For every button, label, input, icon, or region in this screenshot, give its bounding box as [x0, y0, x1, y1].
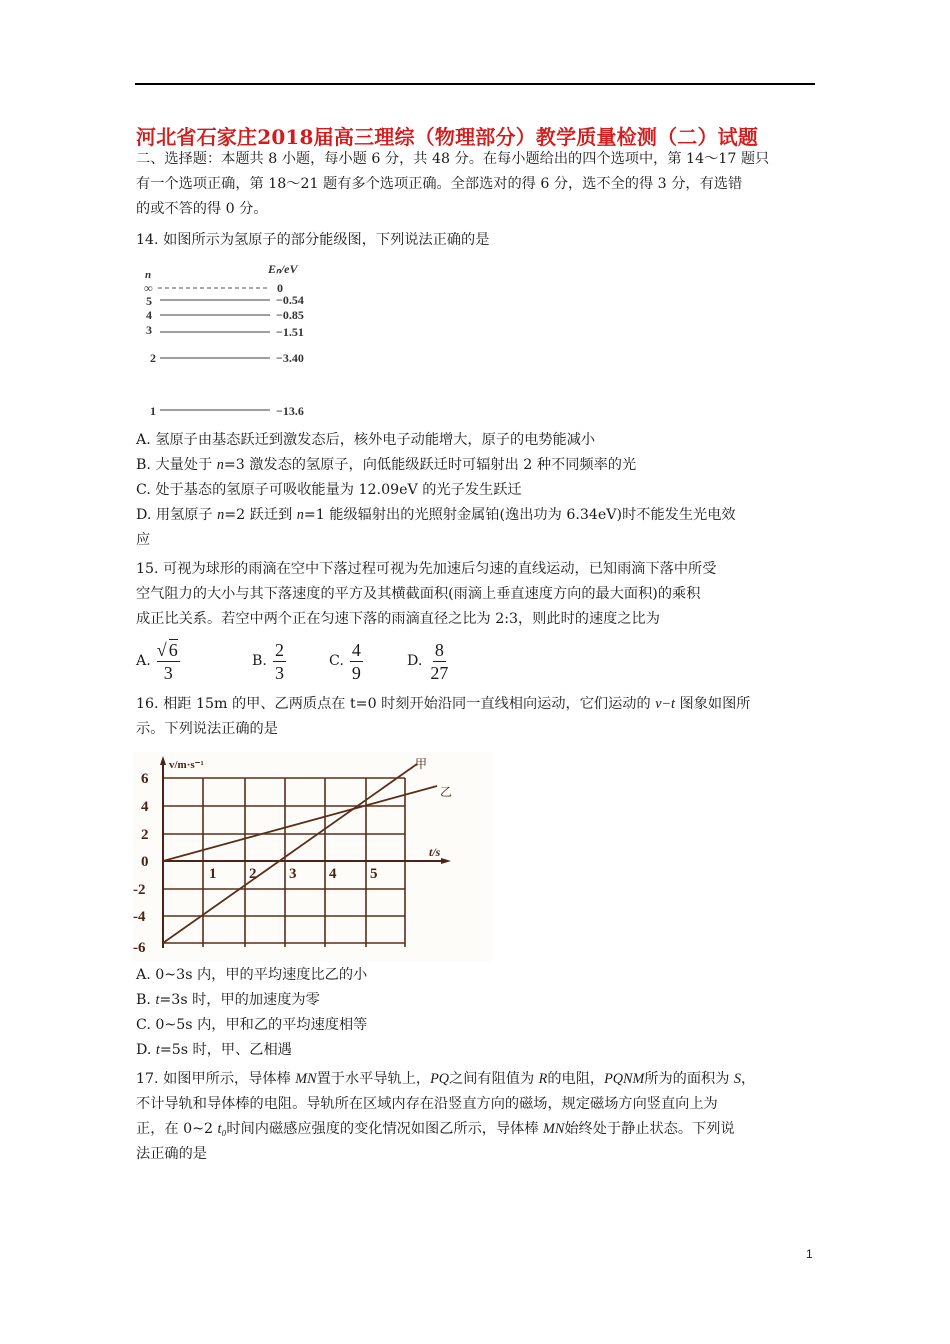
level-n-label: 5 — [146, 294, 152, 308]
q16-options — [136, 963, 821, 1063]
q15-options — [136, 636, 536, 690]
q17-stem — [136, 1067, 821, 1167]
x-axis-label: t/s — [429, 845, 441, 859]
x-tick: 1 — [209, 866, 217, 882]
level-n-label: 2 — [150, 351, 156, 365]
y-tick: -6 — [133, 940, 146, 956]
y-tick: 4 — [141, 799, 149, 815]
option-b: B. 大量处于 n=3 激发态的氢原子，向低能级跃迁时可辐射出 2 种不同频率的光 — [136, 457, 637, 473]
level-n-label: 1 — [150, 404, 156, 418]
option-d-continued: 应 — [136, 532, 151, 548]
section-instructions — [136, 147, 821, 222]
x-tick: 3 — [289, 866, 297, 882]
option-c: C. 0~5s 内，甲和乙的平均速度相等 — [136, 1017, 368, 1033]
fraction: $\frac{4}{9}$ — [351, 639, 361, 683]
n-axis-label: n — [145, 269, 152, 281]
option-d: D. 用氢原子 n=2 跃迁到 n=1 能级辐射出的光照射金属铂(逸出功为 6.34eV)时不能发生光电效 — [136, 507, 736, 523]
option-d: D. $\frac{8}{27}$ — [407, 639, 449, 683]
sqrt-symbol: √ 6 — [159, 640, 178, 660]
series-label-yi: 乙 — [440, 785, 453, 799]
velocity-time-graph — [133, 752, 493, 962]
question-text: 空气阻力的大小与其下落速度的平方及其横截面积(雨滴上垂直速度方向的最大面积)的乘积 — [136, 586, 701, 602]
level-n-label: ∞ — [144, 281, 153, 295]
option-c: C. 处于基态的氢原子可吸收能量为 12.09eV 的光子发生跃迁 — [136, 482, 522, 498]
header-rule — [135, 83, 815, 85]
question-text: 15. 可视为球形的雨滴在空中下落过程可视为先加速后匀速的直线运动，已知雨滴下落中所受 — [136, 561, 717, 577]
question-text: 17. 如图甲所示，导体棒 MN置于水平导轨上，PQ之间有阻值为 R的电阻，PQNM所为的面积为 S， — [136, 1071, 756, 1087]
y-tick: 0 — [141, 854, 149, 870]
q14-stem — [136, 228, 821, 253]
y-tick: 2 — [141, 827, 149, 843]
instruction-line: 有一个选项正确，第 18～21 题有多个选项正确。全部选对的得 6 分，选不全的得 3 分，有选错 — [136, 176, 743, 192]
level-energy: −13.6 — [276, 404, 304, 418]
page-number: 1 — [806, 1247, 813, 1261]
question-text: 14. 如图所示为氢原子的部分能级图，下列说法正确的是 — [136, 232, 490, 248]
option-b: B. t=3s 时，甲的加速度为零 — [136, 992, 320, 1008]
series-yi-line — [163, 786, 437, 861]
x-axis-arrow-icon — [441, 858, 451, 864]
q14-options — [136, 428, 821, 553]
question-text: 法正确的是 — [136, 1146, 207, 1162]
option-c: C. $\frac{4}{9}$ — [329, 639, 361, 683]
level-energy: −0.85 — [276, 308, 304, 322]
energy-axis-label: Eₙ/eV — [268, 262, 298, 276]
y-axis-arrow-icon — [160, 756, 166, 765]
hydrogen-energy-level-diagram — [140, 255, 340, 425]
level-energy: −1.51 — [276, 325, 304, 339]
series-label-jia: 甲 — [415, 757, 428, 771]
y-tick: 6 — [141, 771, 149, 787]
level-energy: 0 — [277, 281, 283, 295]
q16-stem — [136, 692, 821, 742]
option-b: B. $\frac{2}{3}$ — [252, 639, 284, 683]
level-energy: −3.40 — [276, 351, 304, 365]
question-text: 不计导轨和导体棒的电阻。导轨所在区域内存在沿竖直方向的磁场，规定磁场方向竖直向上为 — [136, 1096, 718, 1112]
option-a: A. √ $\frac{6}{3}$ — [136, 636, 180, 686]
document-title: 河北省石家庄2018届高三理综（物理部分）教学质量检测（二）试题 — [136, 125, 759, 149]
question-text: 示。下列说法正确的是 — [136, 721, 278, 737]
level-energy: −0.54 — [276, 293, 304, 307]
option-a: A. 0~3s 内，甲的平均速度比乙的小 — [136, 967, 368, 983]
option-a: A. 氢原子由基态跃迁到激发态后，核外电子动能增大，原子的电势能减小 — [136, 432, 596, 448]
level-n-label: 3 — [146, 323, 152, 337]
x-tick: 2 — [249, 866, 257, 882]
y-axis-label: v/m·s⁻¹ — [169, 759, 204, 771]
instruction-line: 二、选择题：本题共 8 小题，每小题 6 分，共 48 分。在每小题给出的四个选项中，第 14～17 题只 — [136, 151, 770, 167]
question-text: 16. 相距 15m 的甲、乙两质点在 t=0 时刻开始沿同一直线相向运动，它们运动的 v−t 图象如图所 — [136, 696, 751, 712]
fraction: √ $\frac{6}{3}$ — [157, 639, 180, 684]
instruction-line: 的或不答的得 0 分。 — [136, 201, 268, 217]
y-tick: -2 — [133, 882, 146, 898]
axes — [163, 760, 445, 948]
question-text: 正，在 0~2 t₀时间内磁感应强度的变化情况如图乙所示，导体棒 MN始终处于静止状态。下列说 — [136, 1121, 735, 1137]
q15-stem — [136, 557, 821, 632]
level-n-label: 4 — [146, 308, 152, 322]
grid — [163, 778, 405, 947]
fraction: $\frac{8}{27}$ — [430, 639, 449, 683]
option-d: D. t=5s 时，甲、乙相遇 — [136, 1042, 292, 1058]
question-text: 成正比关系。若空中两个正在匀速下落的雨滴直径之比为 2:3，则此时的速度之比为 — [136, 611, 660, 627]
fraction: $\frac{2}{3}$ — [274, 639, 284, 683]
x-tick: 4 — [329, 866, 337, 882]
y-tick: -4 — [133, 909, 146, 925]
x-tick: 5 — [370, 866, 378, 882]
